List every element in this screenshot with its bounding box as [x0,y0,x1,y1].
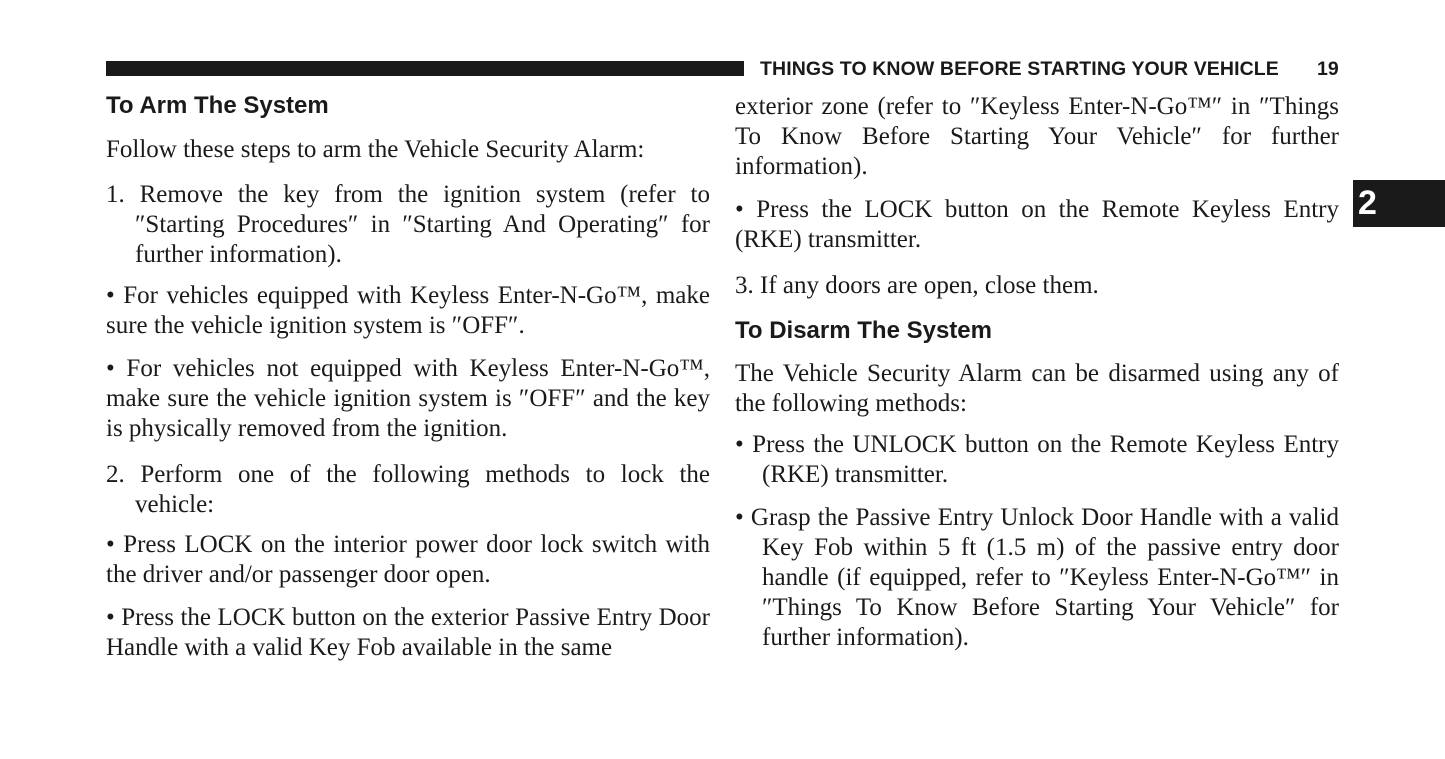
arm-bullet-rke-lock: • Press the LOCK button on the Remote Keyless Entry (RKE) transmitter. [735,196,1339,253]
page-number: 19 [1317,58,1339,80]
disarm-intro-paragraph: The Vehicle Security Alarm can be disarmed using any of the following methods: [735,360,1339,417]
section-heading-arm: To Arm The System [106,92,329,119]
disarm-bullet-passive-entry: • Grasp the Passive Entry Unlock Door Handle with a valid Key Fob within 5 ft (1.5 m) of the passive entry door handle (if equipped, refer to ″Keyless Enter-N-Go™″ in ″Things To Know Before Starting Your Vehicle″ for further information). [735,504,1339,651]
section-heading-disarm: To Disarm The System [735,317,992,344]
arm-bullet-interior-lock: • Press LOCK on the interior power door lock switch with the driver and/or passenger door open. [106,531,710,588]
arm-bullet-keyless: • For vehicles equipped with Keyless Enter-N-Go™, make sure the vehicle ignition system is ″OFF″. [106,282,710,339]
arm-bullet-not-keyless: • For vehicles not equipped with Keyless Enter-N-Go™, make sure the vehicle ignition system is ″OFF″ and the key is physically removed from the ignition. [106,355,710,442]
arm-step-1: 1. Remove the key from the ignition system (refer to ″Starting Procedures″ in ″Starting And Operating″ for further information). [106,181,710,268]
header-rule [106,61,744,76]
arm-step-3: 3. If any doors are open, close them. [735,272,1099,299]
arm-bullet-passive-entry: • Press the LOCK button on the exterior Passive Entry Door Handle with a valid Key Fob available in the same [106,604,710,661]
arm-bullet-continuation: exterior zone (refer to ″Keyless Enter-N-Go™″ in ″Things To Know Before Starting Your Vehicle″ for further information). [735,93,1339,180]
arm-step-2: 2. Perform one of the following methods to lock the vehicle: [106,461,710,518]
disarm-bullet-rke-unlock: • Press the UNLOCK button on the Remote Keyless Entry (RKE) transmitter. [735,431,1339,488]
arm-intro-paragraph: Follow these steps to arm the Vehicle Security Alarm: [106,136,645,163]
chapter-tab: 2 [1353,180,1445,227]
running-header-title: THINGS TO KNOW BEFORE STARTING YOUR VEHICLE [760,58,1279,80]
